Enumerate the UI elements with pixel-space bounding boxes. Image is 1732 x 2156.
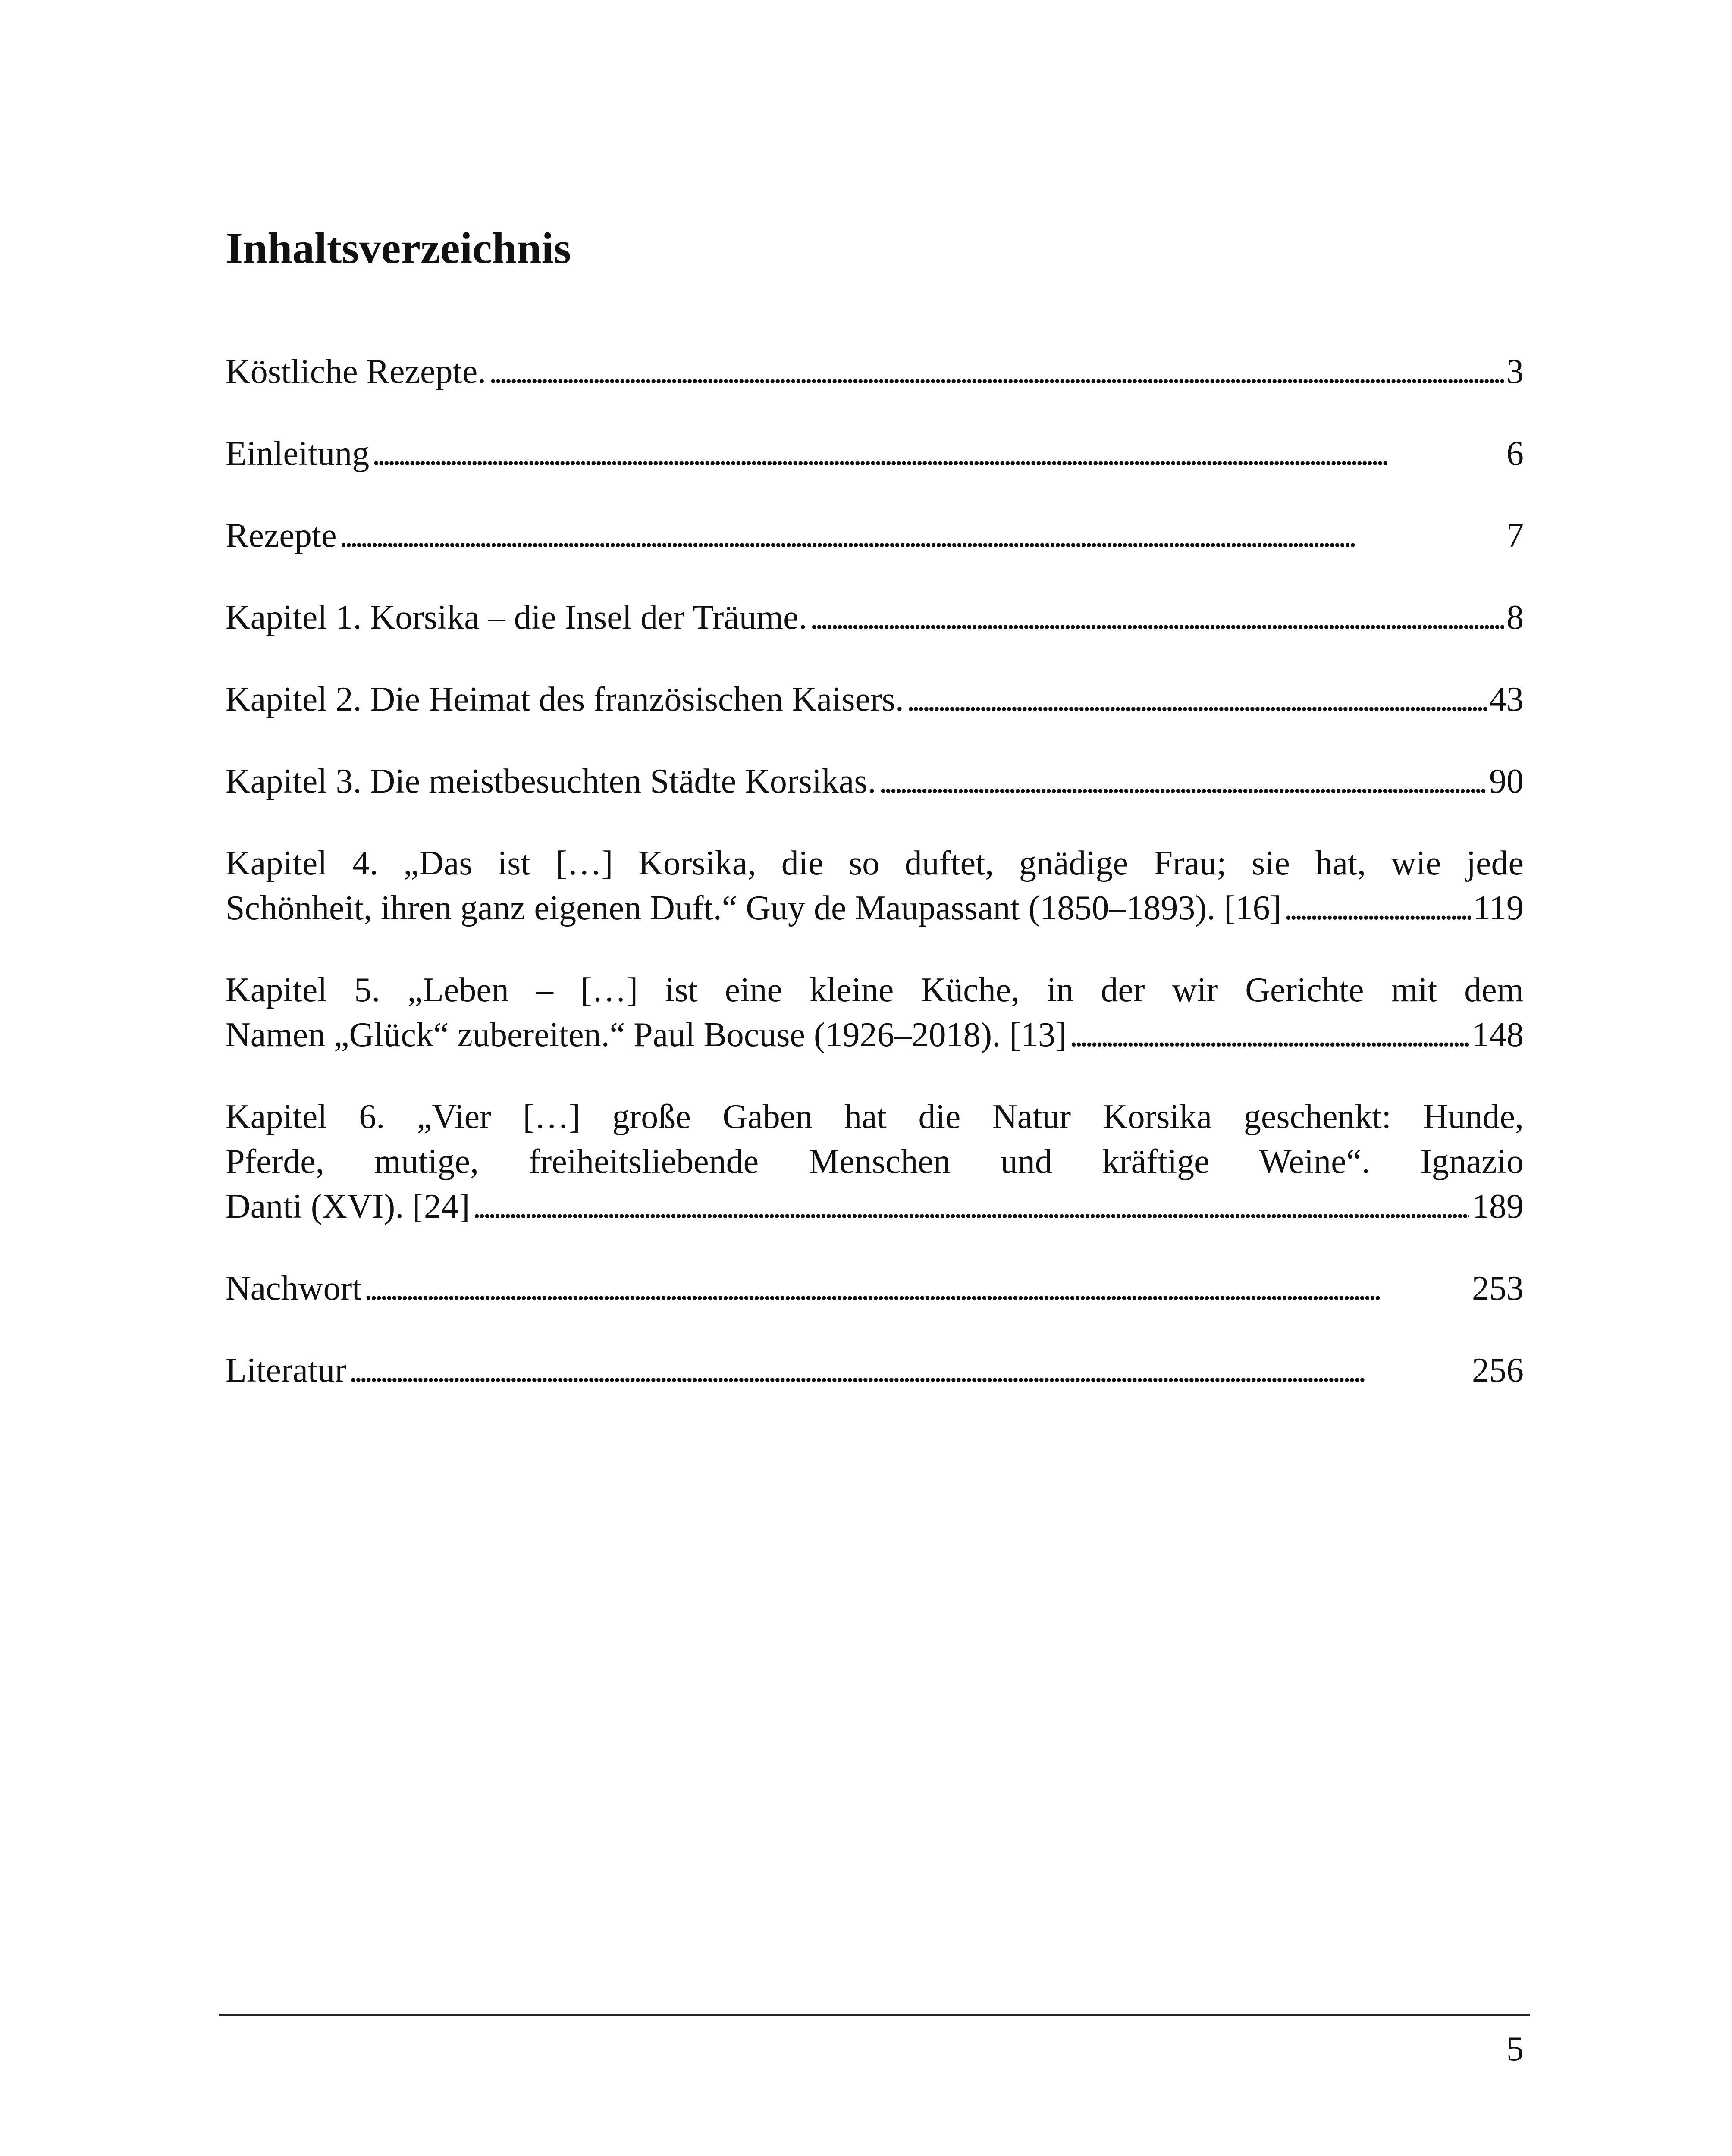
toc-entry-title: Rezepte	[226, 517, 337, 555]
toc-entry[interactable]	[226, 1094, 1524, 1229]
toc-page-number: 7	[1506, 517, 1524, 555]
toc-page-number: 90	[1489, 762, 1524, 800]
toc-dot-leader	[907, 677, 1487, 722]
toc-entry-final-line	[226, 431, 1524, 476]
toc-entry[interactable]	[226, 431, 1524, 476]
toc-entry-title: Nachwort	[226, 1269, 362, 1307]
toc-entry-title: Danti (XVI). [24]	[226, 1188, 470, 1225]
toc-page-number: 148	[1472, 1016, 1524, 1054]
toc-entry-final-line	[226, 1266, 1524, 1311]
table-of-contents	[226, 349, 1524, 1430]
toc-entry-final-line	[226, 1348, 1524, 1393]
toc-dot-leader	[489, 349, 1504, 394]
footer-divider	[219, 2014, 1530, 2016]
toc-entry-final-line	[226, 513, 1524, 558]
toc-entry[interactable]	[226, 1348, 1524, 1393]
toc-entry[interactable]	[226, 1266, 1524, 1311]
toc-dot-leader	[372, 431, 1504, 476]
toc-entry[interactable]	[226, 759, 1524, 804]
toc-dot-leader	[879, 759, 1487, 804]
toc-entry[interactable]	[226, 349, 1524, 394]
toc-entry-line: Kapitel 4. „Das ist […] Korsika, die so duftet, gnädige Frau; sie hat, wie jede	[226, 844, 1524, 882]
toc-page-number: 253	[1472, 1269, 1524, 1307]
toc-page-number: 6	[1506, 435, 1524, 473]
toc-entry-final-line	[226, 1184, 1524, 1229]
toc-entry-title: Kapitel 2. Die Heimat des französischen Kaisers.	[226, 680, 904, 718]
toc-page-number: 3	[1506, 353, 1524, 391]
toc-entry-final-line	[226, 759, 1524, 804]
toc-entry-final-line	[226, 677, 1524, 722]
toc-page-number: 8	[1506, 599, 1524, 636]
toc-entry-final-line	[226, 886, 1524, 931]
toc-entry-line: Pferde, mutige, freiheitsliebende Menschen und kräftige Weine“. Ignazio	[226, 1143, 1524, 1181]
toc-entry-title: Einleitung	[226, 435, 370, 473]
toc-page-number: 256	[1472, 1351, 1524, 1389]
toc-entry-title: Schönheit, ihren ganz eigenen Duft.“ Guy de Maupassant (1850–1893). [16]	[226, 889, 1282, 927]
toc-dot-leader	[1069, 1012, 1469, 1057]
toc-entry[interactable]	[226, 513, 1524, 558]
toc-entry-final-line	[226, 349, 1524, 394]
toc-entry[interactable]	[226, 595, 1524, 640]
toc-page-number: 43	[1489, 680, 1524, 718]
toc-dot-leader	[1284, 886, 1471, 931]
toc-dot-leader	[339, 513, 1504, 558]
toc-entry[interactable]	[226, 968, 1524, 1057]
toc-entry-title: Kapitel 1. Korsika – die Insel der Träume.	[226, 599, 807, 636]
toc-entry-line: Kapitel 6. „Vier […] große Gaben hat die Natur Korsika geschenkt: Hunde,	[226, 1098, 1524, 1136]
toc-dot-leader	[364, 1266, 1469, 1311]
toc-page-number: 119	[1473, 889, 1524, 927]
toc-entry-title: Literatur	[226, 1351, 346, 1389]
toc-dot-leader	[810, 595, 1504, 640]
page-number: 5	[1506, 2030, 1524, 2068]
toc-page-number: 189	[1472, 1188, 1524, 1225]
toc-entry-final-line	[226, 595, 1524, 640]
toc-dot-leader	[472, 1184, 1469, 1229]
toc-entry-line: Kapitel 5. „Leben – […] ist eine kleine Küche, in der wir Gerichte mit dem	[226, 971, 1524, 1009]
toc-entry-title: Köstliche Rezepte.	[226, 353, 486, 391]
toc-entry[interactable]	[226, 677, 1524, 722]
toc-dot-leader	[349, 1348, 1469, 1393]
page-title: Inhaltsverzeichnis	[226, 224, 571, 273]
toc-entry-title: Namen „Glück“ zubereiten.“ Paul Bocuse (1926–2018). [13]	[226, 1016, 1067, 1054]
toc-entry[interactable]	[226, 841, 1524, 931]
toc-entry-final-line	[226, 1012, 1524, 1057]
toc-entry-title: Kapitel 3. Die meistbesuchten Städte Korsikas.	[226, 762, 876, 800]
